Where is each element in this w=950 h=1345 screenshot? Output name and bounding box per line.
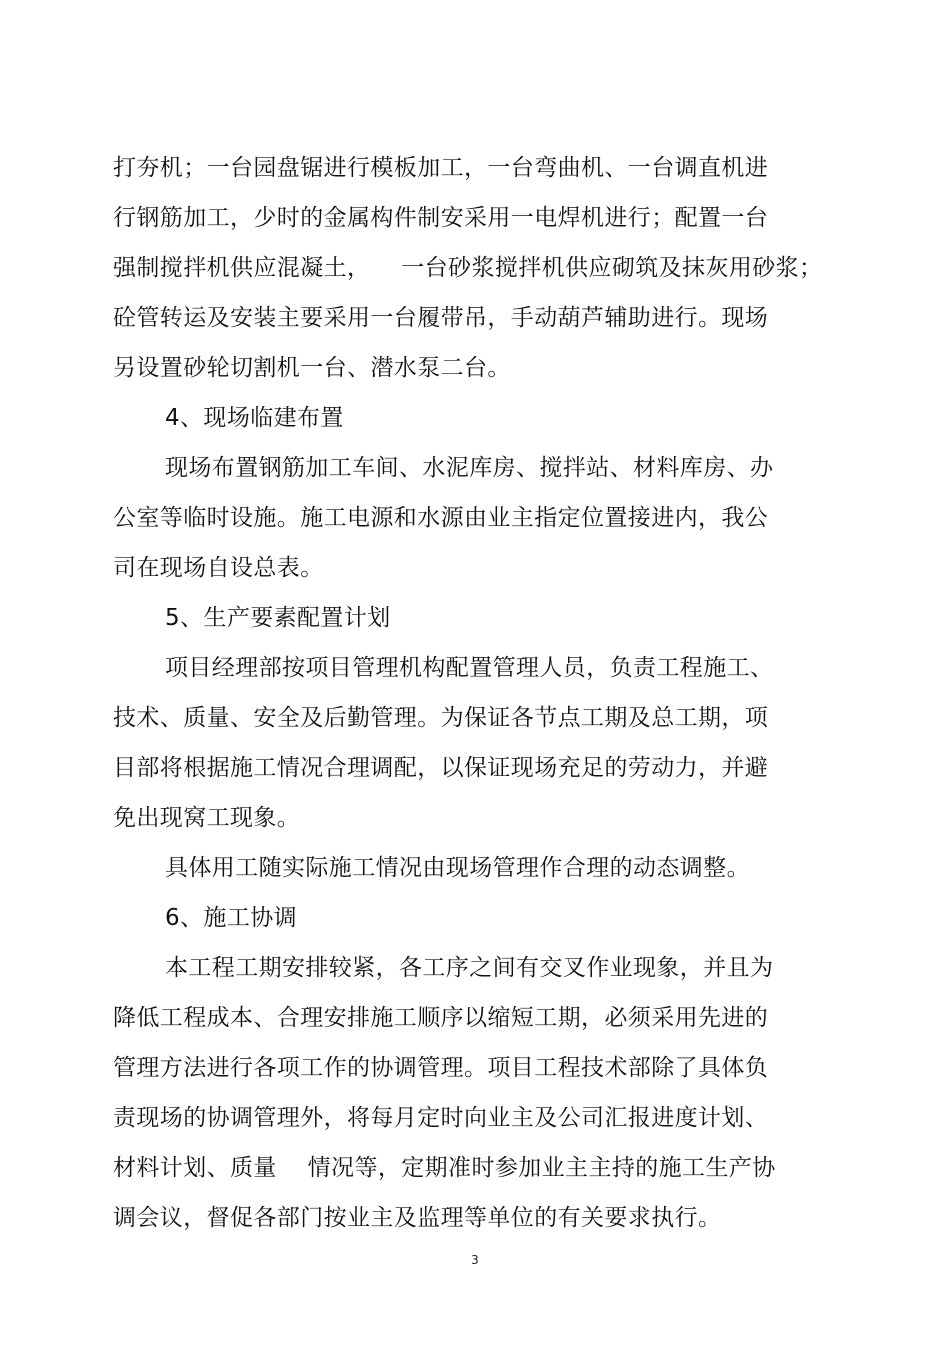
- body-text-line: 打夯机；一台园盘锯进行模板加工，一台弯曲机、一台调直机进: [113, 155, 769, 181]
- body-text-line: 具体用工随实际施工情况由现场管理作合理的动态调整。: [165, 855, 750, 881]
- body-text-line: 现场布置钢筋加工车间、水泥库房、搅拌站、材料库房、办: [165, 455, 774, 481]
- body-text-line: 材料计划、质量 情况等，定期准时参加业主主持的施工生产协: [113, 1155, 776, 1181]
- body-text-line: 另设置砂轮切割机一台、潜水泵二台。: [113, 355, 511, 381]
- body-text-line: 司在现场自设总表。: [113, 555, 324, 581]
- body-text-line: 行钢筋加工，少时的金属构件制安采用一电焊机进行；配置一台: [113, 205, 769, 231]
- page-number: 3: [471, 1253, 479, 1267]
- body-text-line: 目部将根据施工情况合理调配，以保证现场充足的劳动力，并避: [113, 755, 769, 781]
- body-text-line: 管理方法进行各项工作的协调管理。项目工程技术部除了具体负: [113, 1055, 769, 1081]
- body-text-line: 免出现窝工现象。: [113, 805, 301, 831]
- section-heading: 5、生产要素配置计划: [165, 605, 391, 631]
- body-text-line: 责现场的协调管理外，将每月定时向业主及公司汇报进度计划、: [113, 1105, 769, 1131]
- body-text-line: 砼管转运及安装主要采用一台履带吊，手动葫芦辅助进行。现场: [113, 305, 769, 331]
- body-text-line: 强制搅拌机供应混凝土， 一台砂浆搅拌机供应砌筑及抹灰用砂浆；: [113, 255, 823, 281]
- body-text-line: 项目经理部按项目管理机构配置管理人员，负责工程施工、: [165, 655, 774, 681]
- body-text-line: 技术、质量、安全及后勤管理。为保证各节点工期及总工期，项: [113, 705, 769, 731]
- body-text-line: 降低工程成本、合理安排施工顺序以缩短工期，必须采用先进的: [113, 1005, 769, 1031]
- body-text-line: 调会议，督促各部门按业主及监理等单位的有关要求执行。: [113, 1205, 722, 1231]
- section-heading: 6、施工协调: [165, 905, 298, 931]
- body-text-line: 公室等临时设施。施工电源和水源由业主指定位置接进内，我公: [113, 505, 769, 531]
- body-text-line: 本工程工期安排较紧，各工序之间有交叉作业现象，并且为: [165, 955, 774, 981]
- section-heading: 4、现场临建布置: [165, 405, 344, 431]
